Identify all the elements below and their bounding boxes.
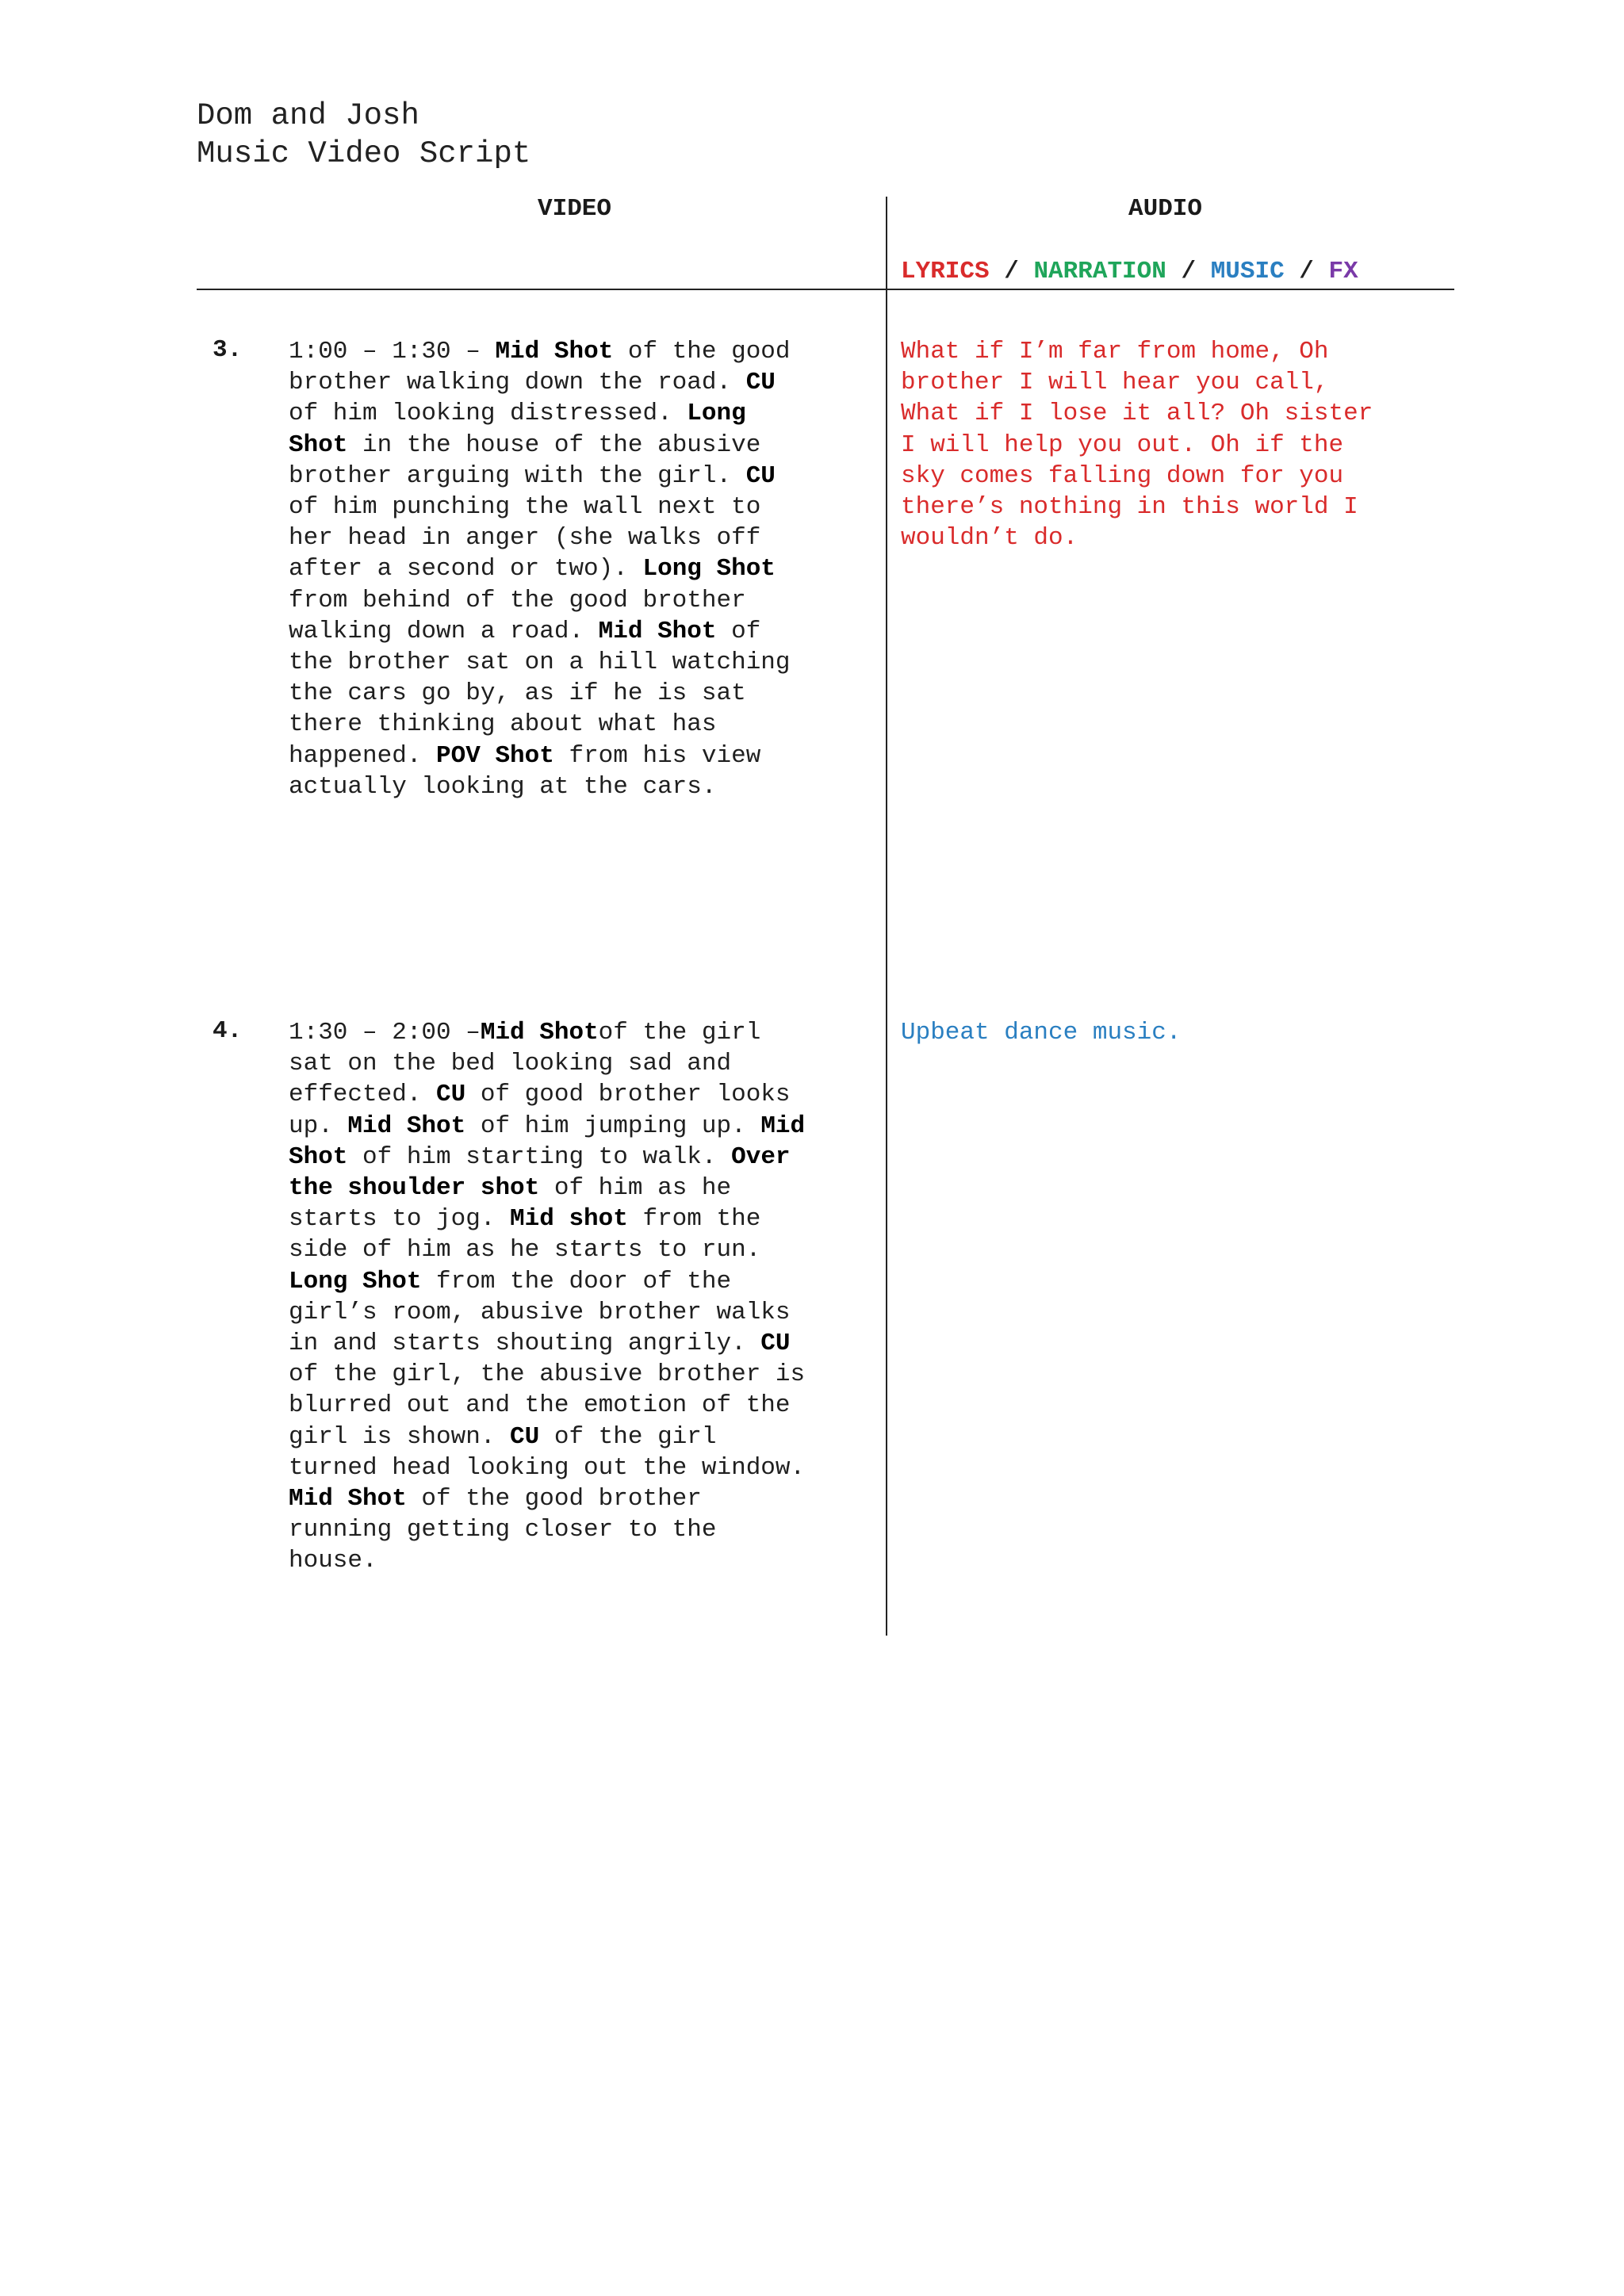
shot-type: Mid Shot bbox=[289, 1485, 407, 1513]
description-text: happened. bbox=[289, 741, 437, 770]
scene-audio-lyrics bbox=[901, 336, 1456, 553]
scene-audio-music bbox=[901, 1017, 1456, 1048]
scene-video-description bbox=[289, 336, 875, 802]
description-text: in and starts shouting angrily. bbox=[289, 1330, 761, 1358]
audio-line: there’s nothing in this world I bbox=[901, 493, 1358, 522]
video-line bbox=[289, 1422, 875, 1452]
scene-number: 3. bbox=[213, 336, 243, 364]
video-line bbox=[289, 709, 875, 740]
video-line bbox=[289, 522, 875, 553]
audio-line: What if I lose it all? Oh sister bbox=[901, 400, 1373, 428]
description-text: from behind of the good brother bbox=[289, 586, 746, 614]
video-column-heading: VIDEO bbox=[538, 195, 612, 223]
shot-type: Long bbox=[687, 400, 746, 428]
header-divider bbox=[197, 289, 1454, 290]
video-line bbox=[289, 492, 875, 522]
description-text: the cars go by, as if he is sat bbox=[289, 679, 746, 708]
video-line bbox=[289, 430, 875, 461]
description-text: running getting closer to the bbox=[289, 1516, 717, 1544]
description-text: from the door of the bbox=[421, 1267, 732, 1295]
video-line bbox=[289, 336, 875, 367]
legend-fx: FX bbox=[1328, 258, 1358, 285]
description-text: of the good bbox=[613, 338, 791, 365]
header-title-names: Dom and Josh bbox=[197, 98, 419, 133]
description-text: blurred out and the emotion of the bbox=[289, 1391, 791, 1420]
shot-type: Over bbox=[731, 1142, 791, 1171]
video-line bbox=[289, 616, 875, 647]
video-line bbox=[289, 1545, 875, 1576]
description-text: walking down a road. bbox=[289, 617, 599, 645]
video-line bbox=[289, 553, 875, 584]
audio-line: sky comes falling down for you bbox=[901, 461, 1344, 490]
scene-video-description bbox=[289, 1017, 875, 1577]
audio-line: brother I will hear you call, bbox=[901, 369, 1329, 397]
shot-type: Mid Shot bbox=[598, 617, 717, 645]
legend-separator: / bbox=[1166, 258, 1211, 285]
shot-type: CU bbox=[760, 1330, 791, 1358]
description-text: from his view bbox=[553, 741, 761, 770]
description-text: after a second or two). bbox=[289, 555, 643, 584]
shot-type: Mid Shot bbox=[480, 1019, 599, 1047]
audio-column-heading: AUDIO bbox=[1128, 195, 1203, 223]
video-line bbox=[289, 1266, 875, 1297]
description-text: of him as he bbox=[539, 1174, 732, 1203]
legend-music: MUSIC bbox=[1210, 258, 1285, 285]
shot-type: Long Shot bbox=[642, 555, 776, 584]
description-text: of the girl, the abusive brother is bbox=[289, 1360, 806, 1389]
video-line bbox=[289, 461, 875, 492]
description-text: from the bbox=[627, 1205, 761, 1234]
legend-narration: NARRATION bbox=[1033, 258, 1166, 285]
video-line bbox=[289, 1359, 875, 1390]
description-text: of bbox=[716, 617, 761, 645]
column-divider bbox=[886, 197, 887, 1636]
video-line bbox=[289, 647, 875, 678]
shot-type: CU bbox=[745, 369, 776, 397]
description-text: up. bbox=[289, 1112, 348, 1140]
shot-type: Mid shot bbox=[510, 1205, 628, 1234]
video-line bbox=[289, 367, 875, 398]
audio-line: I will help you out. Oh if the bbox=[901, 430, 1344, 459]
description-text: side of him as he starts to run. bbox=[289, 1236, 761, 1265]
description-text: girl is shown. bbox=[289, 1422, 511, 1451]
description-text: brother arguing with the girl. bbox=[289, 461, 746, 490]
shot-type: Mid Shot bbox=[495, 338, 614, 365]
description-text: starts to jog. bbox=[289, 1205, 511, 1234]
description-text: of him jumping up. bbox=[465, 1112, 761, 1140]
video-line bbox=[289, 1142, 875, 1173]
description-text: in the house of the abusive bbox=[347, 430, 761, 459]
description-text: 1:00 – 1:30 – bbox=[289, 338, 496, 365]
shot-type: CU bbox=[436, 1081, 466, 1109]
video-line bbox=[289, 1483, 875, 1514]
shot-type: Mid Shot bbox=[347, 1112, 466, 1140]
description-text: of the girl bbox=[539, 1422, 717, 1451]
video-line bbox=[289, 1017, 875, 1048]
description-text: sat on the bed looking sad and bbox=[289, 1050, 732, 1078]
description-text: of the girl bbox=[598, 1019, 761, 1047]
video-line bbox=[289, 1390, 875, 1421]
legend-separator: / bbox=[989, 258, 1034, 285]
video-line bbox=[289, 585, 875, 616]
shot-type: POV Shot bbox=[436, 741, 554, 770]
audio-legend bbox=[901, 258, 1358, 285]
video-line bbox=[289, 398, 875, 429]
document-header bbox=[197, 97, 530, 173]
description-text: her head in anger (she walks off bbox=[289, 524, 761, 553]
audio-line: wouldn’t do. bbox=[901, 524, 1078, 553]
legend-lyrics: LYRICS bbox=[901, 258, 990, 285]
shot-type: the shoulder shot bbox=[289, 1174, 540, 1203]
description-text: of good brother looks bbox=[465, 1081, 791, 1109]
video-line bbox=[289, 1452, 875, 1483]
description-text: brother walking down the road. bbox=[289, 369, 746, 397]
header-title-doc: Music Video Script bbox=[197, 136, 531, 171]
description-text: of him punching the wall next to bbox=[289, 493, 761, 522]
description-text: the brother sat on a hill watching bbox=[289, 649, 791, 677]
description-text: there thinking about what has bbox=[289, 710, 717, 739]
video-line bbox=[289, 1079, 875, 1110]
video-line bbox=[289, 771, 875, 802]
description-text: of him starting to walk. bbox=[347, 1142, 732, 1171]
description-text: girl’s room, abusive brother walks bbox=[289, 1298, 791, 1326]
video-line bbox=[289, 678, 875, 709]
video-line bbox=[289, 1297, 875, 1328]
description-text: of the good brother bbox=[406, 1485, 702, 1513]
shot-type: Shot bbox=[289, 430, 348, 459]
shot-type: CU bbox=[510, 1422, 540, 1451]
shot-type: CU bbox=[745, 461, 776, 490]
shot-type: Long Shot bbox=[289, 1267, 422, 1295]
shot-type: Shot bbox=[289, 1142, 348, 1171]
audio-line: What if I’m far from home, Oh bbox=[901, 338, 1329, 365]
description-text: turned head looking out the window. bbox=[289, 1453, 806, 1482]
description-text: of him looking distressed. bbox=[289, 400, 688, 428]
video-line bbox=[289, 1173, 875, 1203]
description-text: 1:30 – 2:00 – bbox=[289, 1019, 481, 1047]
video-line bbox=[289, 740, 875, 771]
video-line bbox=[289, 1234, 875, 1265]
video-line bbox=[289, 1203, 875, 1234]
video-line bbox=[289, 1111, 875, 1142]
video-line bbox=[289, 1514, 875, 1545]
legend-separator: / bbox=[1284, 258, 1329, 285]
description-text: effected. bbox=[289, 1081, 437, 1109]
description-text: house. bbox=[289, 1547, 377, 1575]
video-line bbox=[289, 1328, 875, 1359]
audio-line: Upbeat dance music. bbox=[901, 1019, 1182, 1047]
shot-type: Mid bbox=[760, 1112, 806, 1140]
scene-number: 4. bbox=[213, 1017, 243, 1045]
video-line bbox=[289, 1048, 875, 1079]
description-text: actually looking at the cars. bbox=[289, 772, 717, 801]
